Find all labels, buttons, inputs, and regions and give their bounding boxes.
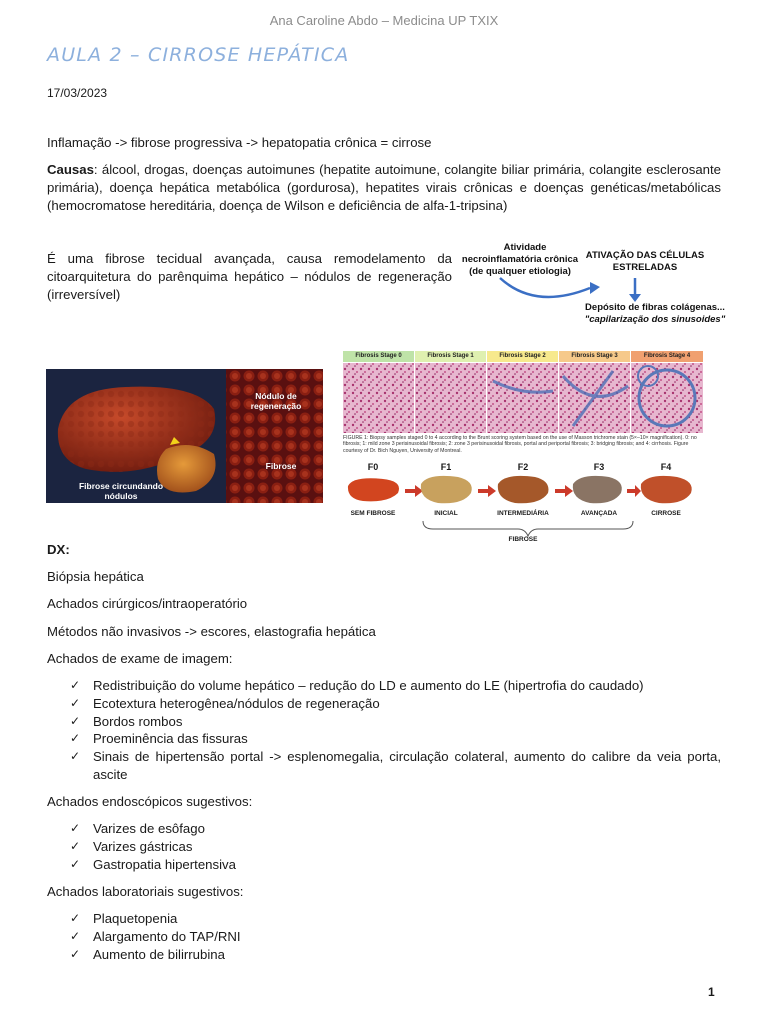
imaging-item-text: Bordos rombos: [93, 714, 183, 729]
imaging-item-text: Proeminência das fissuras: [93, 731, 248, 746]
check-icon: ✓: [70, 714, 81, 728]
diagram-bottom-line2: "capilarização dos sinusoides": [584, 314, 726, 325]
endoscopy-item-text: Varizes gástricas: [93, 839, 193, 854]
check-icon: ✓: [70, 947, 81, 961]
check-icon: ✓: [70, 839, 81, 853]
stage-header-2: Fibrosis Stage 2: [487, 351, 558, 362]
dx-item-imaging: Achados de exame de imagem:: [47, 651, 233, 666]
bottom-label-3: AVANÇADA: [580, 510, 618, 517]
bottom-label-0: SEM FIBROSE: [350, 510, 396, 517]
dx-item-noninvasive: Métodos não invasivos -> escores, elastografia hepática: [47, 624, 376, 639]
f-label-4: F4: [660, 462, 672, 472]
check-icon: ✓: [70, 696, 81, 710]
bottom-label-2: INTERMEDIÁRIA: [497, 510, 549, 517]
diagram-right-line1: ATIVAÇÃO DAS CÉLULAS: [585, 250, 705, 261]
lab-heading: Achados laboratoriais sugestivos:: [47, 884, 244, 899]
stage-header-4: Fibrosis Stage 4: [631, 351, 703, 362]
causes-paragraph: [47, 161, 721, 215]
f-label-2: F2: [517, 462, 529, 472]
cirrhotic-liver-image: [46, 369, 323, 503]
lab-item-text: Aumento de bilirrubina: [93, 947, 225, 962]
check-icon: ✓: [70, 857, 81, 871]
document-title: AULA 2 – CIRROSE HEPÁTICA: [47, 44, 350, 66]
label-fibrose: Fibrose: [265, 461, 297, 471]
document-date: 17/03/2023: [47, 86, 108, 100]
figure-caption: FIGURE 1: Biopsy samples staged 0 to 4 according to the Brunt scoring system based on the use of Masson trichrome stain (5×–10× magnification). 0: no fibrosis; 1: mild zone 3 perisinusoidal fibrosis; 2: zone 3 perisinusoidal fibrosis, portal and periportal fibrosis; 3: bridging fibrosis; and 4: cirrhosis. Figure courtesy of Dr. Bich Nguyen, University of Montreal.: [343, 435, 697, 454]
label-circ-line1: Fibrose circundando: [78, 481, 164, 491]
definition-paragraph: É uma fibrose tecidual avançada, causa remodelamento da citoarquitetura do parênquima hepático – nódulos de regeneração (irreversível): [47, 251, 452, 302]
endoscopy-item-text: Varizes de esôfago: [93, 821, 205, 836]
fibrosis-stage-figure: [343, 351, 705, 546]
lab-item-text: Alargamento do TAP/RNI: [93, 929, 241, 944]
check-icon: ✓: [70, 749, 81, 763]
endoscopy-item-text: Gastropatia hipertensiva: [93, 857, 236, 872]
diagram-left-line1: Atividade: [503, 242, 547, 253]
f-label-3: F3: [593, 462, 605, 472]
page-number: 1: [708, 985, 715, 999]
label-circ-line2: nódulos: [104, 491, 138, 501]
check-icon: ✓: [70, 731, 81, 745]
label-nodule-line1: Nódulo de: [255, 391, 297, 401]
causes-text: : álcool, drogas, doenças autoimunes (hepatite autoimune, colangite biliar primária, colangite esclerosante primária), doença hepática metabólica (gordurosa), hepatites virais crônicas e doenças genéticas/metabólicas (hemocromatose hereditária, doença de Wilson e deficiência de alfa-1-tripsina): [47, 162, 721, 213]
f-label-0: F0: [367, 462, 379, 472]
imaging-item-text: Redistribuição do volume hepático – redução do LD e aumento do LE (hipertrofia do caudado): [93, 678, 644, 693]
bottom-label-1: INICIAL: [434, 510, 458, 517]
imaging-item-text: Ecotextura heterogênea/nódulos de regeneração: [93, 696, 380, 711]
dx-item-biopsy: Biópsia hepática: [47, 569, 144, 584]
pathophysiology-diagram: [440, 240, 730, 332]
check-icon: ✓: [70, 821, 81, 835]
imaging-item-text: Sinais de hipertensão portal -> esplenomegalia, circulação colateral, aumento do calibre da veia porta, ascite: [93, 749, 721, 782]
stage-header-3: Fibrosis Stage 3: [559, 351, 630, 362]
f-label-1: F1: [440, 462, 452, 472]
stage-header-1: Fibrosis Stage 1: [415, 351, 486, 362]
diagram-bottom-line1: Depósito de fibras colágenas...: [585, 302, 725, 313]
diagram-right-line2: ESTRELADAS: [612, 262, 678, 273]
bottom-label-4: CIRROSE: [651, 510, 681, 517]
check-icon: ✓: [70, 929, 81, 943]
intro-line: Inflamação -> fibrose progressiva -> hepatopatia crônica = cirrose: [47, 135, 432, 150]
diagram-left-line2: necroinflamatória crônica: [461, 254, 579, 265]
endoscopy-heading: Achados endoscópicos sugestivos:: [47, 794, 253, 809]
dx-heading: DX:: [47, 542, 70, 557]
lab-item-text: Plaquetopenia: [93, 911, 178, 926]
brace-label: FIBROSE: [508, 536, 538, 543]
page-header: Ana Caroline Abdo – Medicina UP TXIX: [269, 13, 499, 28]
causes-label: Causas: [47, 162, 94, 177]
stage-header-0: Fibrosis Stage 0: [343, 351, 414, 362]
diagram-left-line3: (de qualquer etiologia): [469, 266, 571, 277]
label-nodule-line2: regeneração: [250, 401, 302, 411]
check-icon: ✓: [70, 678, 81, 692]
check-icon: ✓: [70, 911, 81, 925]
dx-item-surgical: Achados cirúrgicos/intraoperatório: [47, 596, 248, 611]
